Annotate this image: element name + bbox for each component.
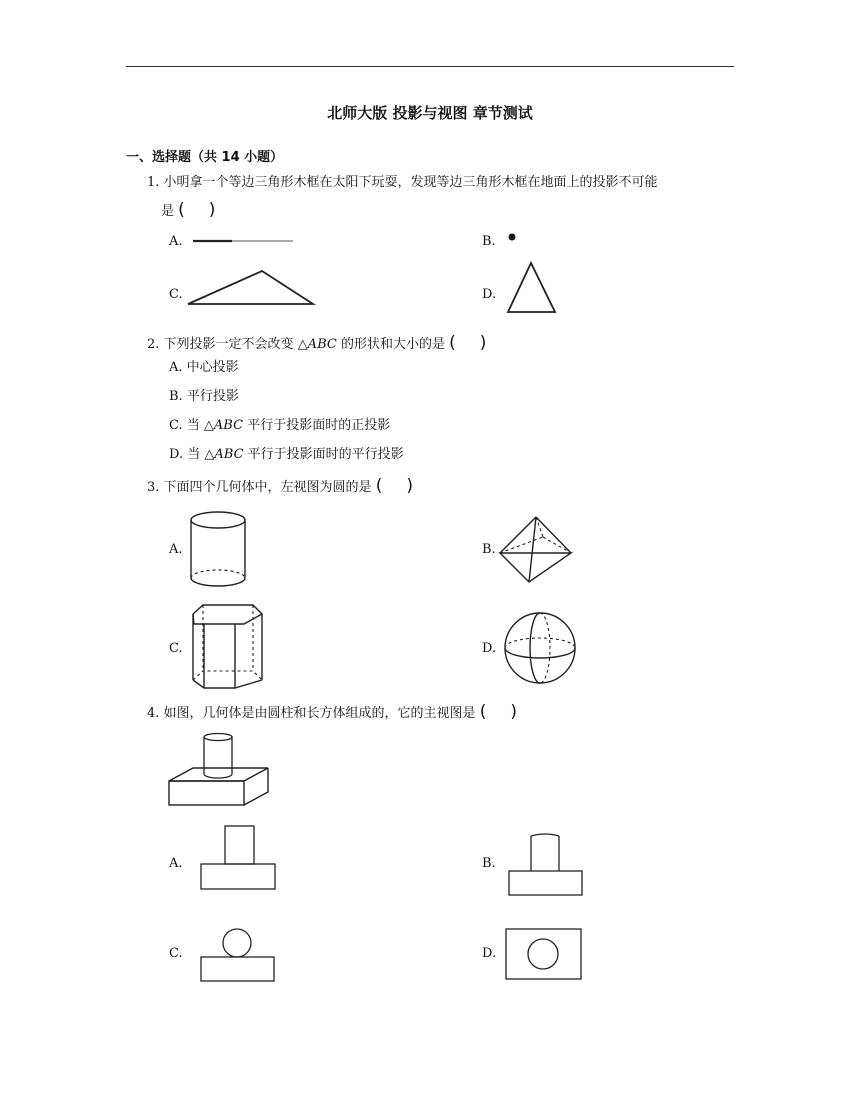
- q1-option-d-label[interactable]: D.: [482, 287, 497, 302]
- q3-option-d-label[interactable]: D.: [482, 641, 497, 656]
- q3-option-c-label[interactable]: C.: [169, 641, 183, 656]
- q4-option-c-label[interactable]: C.: [169, 946, 183, 961]
- q2-option-c[interactable]: C. 当 △ABC 平行于投影面时的正投影: [169, 418, 391, 433]
- q1-option-a-label[interactable]: A.: [169, 234, 183, 249]
- q2-option-d[interactable]: D. 当 △ABC 平行于投影面时的平行投影: [169, 447, 404, 462]
- q4-option-a-label[interactable]: A.: [169, 856, 183, 871]
- q2-option-b[interactable]: B. 平行投影: [169, 389, 239, 404]
- q2-option-a[interactable]: A. 中心投影: [169, 360, 239, 375]
- q1-option-c-label[interactable]: C.: [169, 287, 183, 302]
- q3-option-b-label[interactable]: B.: [482, 542, 496, 557]
- q1-stem-line1: 1. 小明拿一个等边三角形木框在太阳下玩耍，发现等边三角形木框在地面上的投影不可能: [147, 175, 658, 190]
- q4-option-b-label[interactable]: B.: [482, 856, 496, 871]
- q4-option-d-label[interactable]: D.: [482, 946, 497, 961]
- q3-stem: 3. 下面四个几何体中，左视图为圆的是 ( ): [147, 476, 413, 496]
- q1-stem-line2: 是 ( ): [161, 200, 216, 220]
- q3-option-a-label[interactable]: A.: [169, 542, 183, 557]
- section-heading: 一、选择题（共 14 小题）: [126, 150, 284, 165]
- q1-option-b-label[interactable]: B.: [482, 234, 496, 249]
- q2-stem: 2. 下列投影一定不会改变 △ABC 的形状和大小的是 ( ): [147, 333, 487, 353]
- page-title: 北师大版 投影与视图 章节测试: [327, 104, 533, 122]
- q4-stem: 4. 如图，几何体是由圆柱和长方体组成的，它的主视图是 ( ): [147, 702, 517, 722]
